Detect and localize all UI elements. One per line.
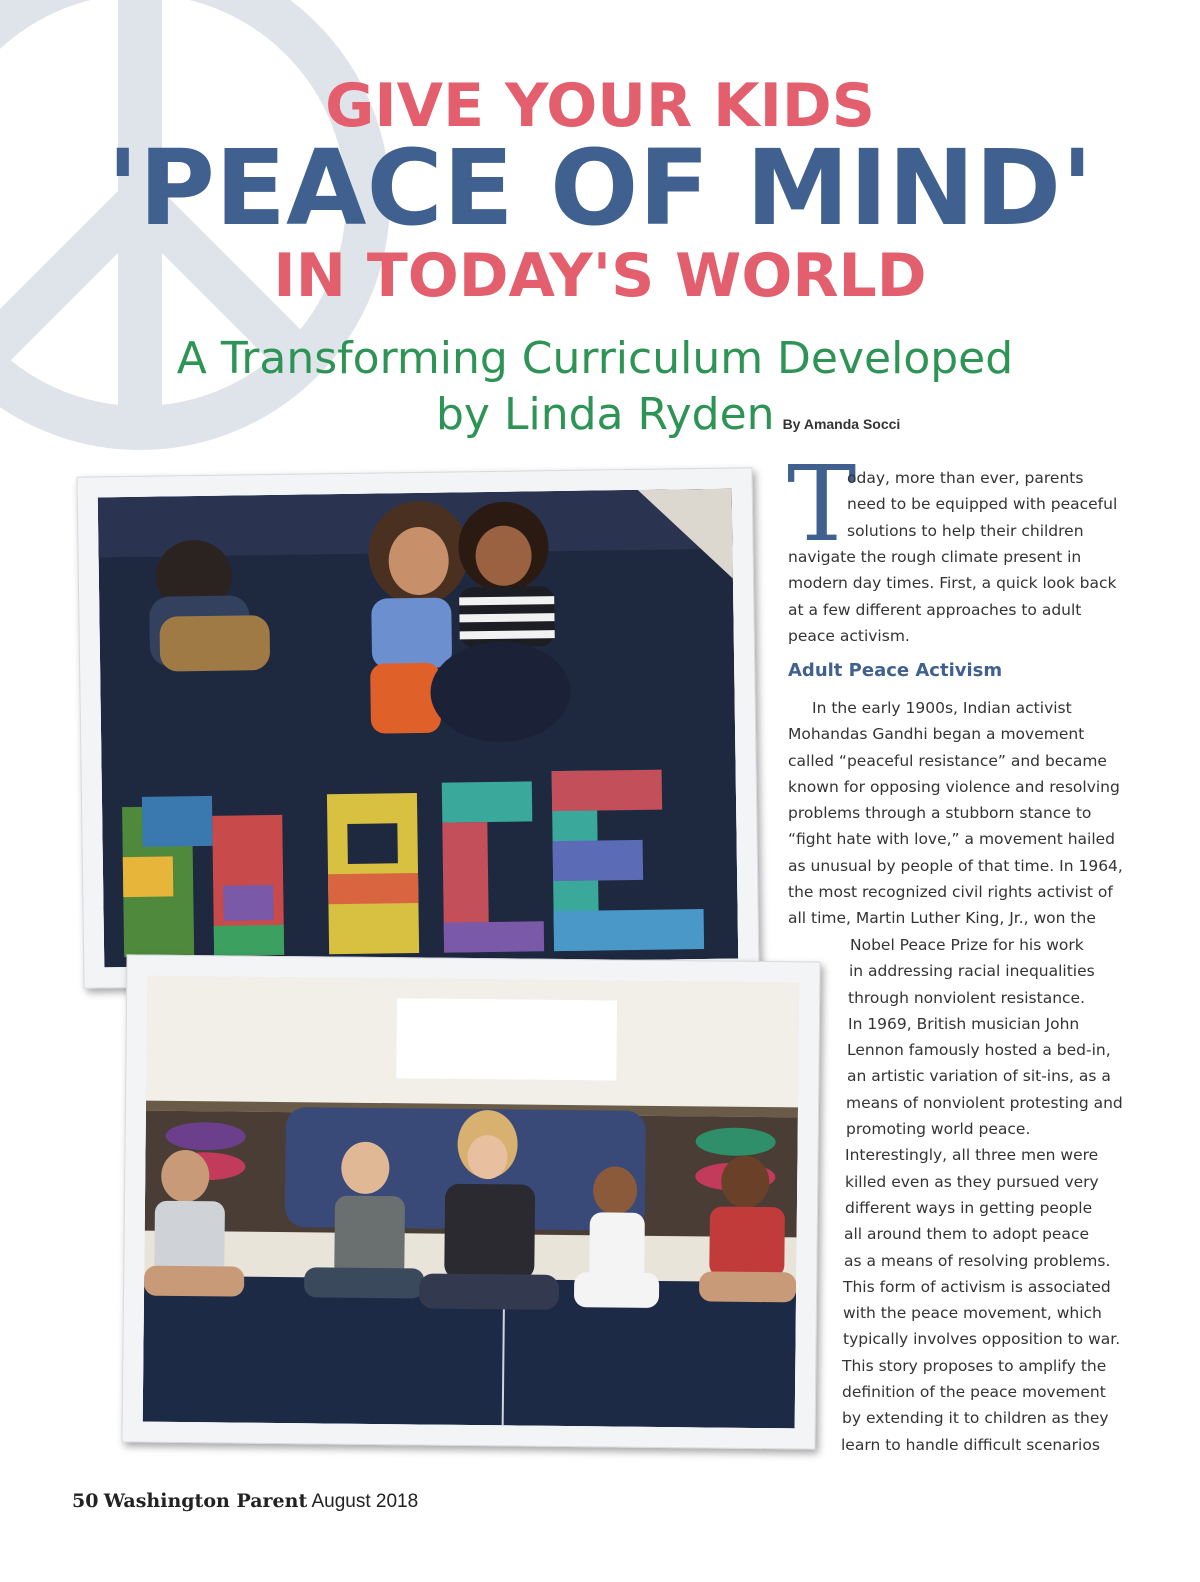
article-line: the most recognized civil rights activist of <box>788 883 1113 902</box>
article-line: Lennon famously hosted a bed-in, <box>847 1041 1111 1060</box>
headline-line-3: IN TODAY'S WORLD <box>273 241 927 311</box>
article-line: peace activism. <box>788 626 910 645</box>
article-line: typically involves opposition to war. <box>843 1330 1121 1349</box>
magazine-name: Washington Parent <box>103 1490 308 1512</box>
subtitle-line-1: A Transforming Curriculum Developed <box>176 333 1014 384</box>
article-line: different ways in getting people <box>845 1198 1093 1217</box>
section-heading: Adult Peace Activism <box>788 660 1003 681</box>
article-intro-top <box>847 465 1117 544</box>
article-body-wrap <box>0 932 1123 1458</box>
article-line: problems through a stubborn stance to <box>788 804 1092 823</box>
article-intro-bottom <box>788 544 1117 649</box>
article-line: Mohandas Gandhi began a movement <box>788 725 1085 744</box>
article-line: as a means of resolving problems. <box>844 1251 1111 1270</box>
subtitle-line-2-row <box>436 388 900 442</box>
article-line: This story proposes to amplify the <box>842 1356 1107 1375</box>
article-line: In the early 1900s, Indian activist <box>812 699 1072 717</box>
article-line: by extending it to children as they <box>842 1409 1109 1428</box>
article-line: all around them to adopt peace <box>844 1225 1090 1244</box>
article-line: navigate the rough climate present in <box>788 548 1082 566</box>
headline-line-2: 'PEACE OF MIND' <box>106 127 1094 249</box>
byline: By Amanda Socci <box>782 416 901 432</box>
page-footer <box>72 1490 418 1513</box>
article-line: Interestingly, all three men were <box>845 1146 1099 1165</box>
subtitle-line-2: by Linda Ryden <box>436 389 775 440</box>
article-line: in addressing racial inequalities <box>849 962 1095 981</box>
article-line: learn to handle difficult scenarios <box>841 1435 1100 1454</box>
article-line: with the peace movement, which <box>843 1304 1102 1323</box>
article-line: means of nonviolent protesting and <box>846 1093 1123 1112</box>
page-number: 50 <box>72 1490 99 1512</box>
drop-cap: T <box>787 443 857 565</box>
article-body-wide <box>788 695 1123 932</box>
article-line: need to be equipped with peaceful <box>847 495 1118 514</box>
article-line: oday, more than ever, parents <box>847 469 1084 487</box>
article-line: Nobel Peace Prize for his work <box>850 936 1084 954</box>
article-line: all time, Martin Luther King, Jr., won the <box>788 909 1096 928</box>
article-line: through nonviolent resistance. <box>848 988 1086 1007</box>
article-line: at a few different approaches to adult <box>788 600 1082 619</box>
article-line: as unusual by people of that time. In 1964, <box>788 856 1123 875</box>
article-line: This form of activism is associated <box>843 1277 1111 1296</box>
article-line: modern day times. First, a quick look back <box>788 574 1117 593</box>
article-line: called “peaceful resistance” and became <box>788 751 1107 770</box>
article-line: an artistic variation of sit-ins, as a <box>847 1067 1111 1086</box>
kids-peace-blocks-illustration <box>98 489 739 968</box>
article-line: killed even as they pursued very <box>845 1172 1099 1191</box>
article-line: promoting world peace. <box>846 1120 1031 1139</box>
photo-kids-peace-blocks-image <box>98 489 739 968</box>
issue-date: August 2018 <box>311 1491 419 1512</box>
article-line: definition of the peace movement <box>842 1383 1106 1402</box>
article-line: “fight hate with love,” a movement hailed <box>788 830 1116 849</box>
headline-line-1: GIVE YOUR KIDS <box>325 71 875 141</box>
article-line: solutions to help their children <box>847 521 1084 540</box>
article-line: In 1969, British musician John <box>848 1014 1080 1033</box>
article-line: known for opposing violence and resolving <box>788 777 1120 796</box>
photo-kids-peace-blocks <box>76 467 759 988</box>
